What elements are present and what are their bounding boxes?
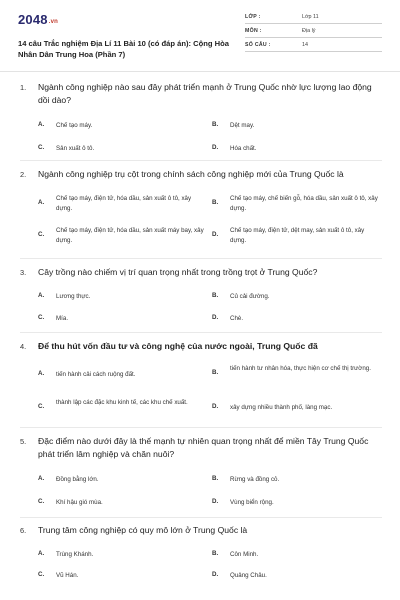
option-text: Đồng bằng lớn. xyxy=(56,476,99,483)
document-title: 14 câu Trắc nghiệm Địa Lí 11 Bài 10 (có đáp án): Cộng Hòa Nhân Dân Trung Hoa (Phần 7) xyxy=(18,39,229,59)
option-text: Sản xuất ô tô. xyxy=(56,145,95,152)
question-text: Trung tâm công nghiệp có quy mô lớn ở Trung Quốc là xyxy=(38,525,248,535)
meta-table xyxy=(245,10,382,52)
question-divider xyxy=(20,160,382,161)
option-text: Chế tạo máy, điện tử, dệt may, sản xuất ô tô, xây dựng. xyxy=(230,227,365,244)
question-text: Ngành công nghiệp trụ cột trong chính sách công nghiệp mới của Trung Quốc là xyxy=(38,169,344,179)
option-c[interactable] xyxy=(38,226,210,246)
option-text: thành lập các đặc khu kinh tế, các khu chế xuất. xyxy=(56,399,188,406)
option-text: Rừng và đồng cỏ. xyxy=(230,476,280,483)
option-text: Côn Minh. xyxy=(230,551,259,558)
option-text: Củ cải đường. xyxy=(230,293,270,300)
site-logo[interactable] xyxy=(18,12,58,27)
option-text: xây dựng nhiều thành phố, làng mạc. xyxy=(230,404,333,411)
option-letter: B. xyxy=(212,199,219,206)
question-number: 1. xyxy=(20,83,27,92)
option-letter: B. xyxy=(212,475,219,482)
option-text: Vũ Hán. xyxy=(56,572,79,579)
meta-row-class xyxy=(245,10,382,24)
option-text: Trùng Khánh. xyxy=(56,551,94,558)
question-text: Cây trồng nào chiếm vị trí quan trọng nhất trong trồng trọt ở Trung Quốc? xyxy=(38,267,318,277)
option-letter: C. xyxy=(38,498,45,505)
option-letter: C. xyxy=(38,403,45,410)
meta-row-count xyxy=(245,38,382,52)
question-number: 5. xyxy=(20,437,27,446)
question-divider xyxy=(20,332,382,333)
question-divider xyxy=(20,427,382,428)
meta-row-subject xyxy=(245,24,382,38)
option-letter: D. xyxy=(212,231,219,238)
question-divider xyxy=(20,258,382,259)
option-letter: A. xyxy=(38,475,45,482)
question-2 xyxy=(20,168,382,260)
page-header xyxy=(18,10,382,66)
option-d[interactable] xyxy=(212,226,384,246)
question-divider xyxy=(20,517,382,518)
option-text: Chế tạo máy. xyxy=(56,122,93,129)
question-4 xyxy=(20,340,382,428)
option-letter: C. xyxy=(38,571,45,578)
option-b[interactable] xyxy=(212,364,384,384)
option-letter: B. xyxy=(212,550,219,557)
question-3 xyxy=(20,266,382,332)
meta-label: LỚP : xyxy=(245,14,261,20)
option-text: Chế tạo máy, chế biến gỗ, hóa dầu, sản xuất ô tô, xây dựng. xyxy=(230,195,378,212)
question-number: 3. xyxy=(20,268,27,277)
option-letter: D. xyxy=(212,144,219,151)
option-letter: A. xyxy=(38,292,45,299)
option-letter: C. xyxy=(38,144,45,151)
option-text: tiến hành tư nhân hóa, thực hiện cơ chế thị trường. xyxy=(230,365,371,372)
logo-text: 2048 xyxy=(18,12,48,27)
question-text: Ngành công nghiệp nào sau đây phát triển mạnh ở Trung Quốc nhờ lực lượng lao động dồi dào? xyxy=(38,82,372,105)
option-letter: D. xyxy=(212,403,219,410)
question-number: 2. xyxy=(20,170,27,179)
option-letter: C. xyxy=(38,231,45,238)
option-letter: D. xyxy=(212,314,219,321)
option-text: Hóa chất. xyxy=(230,145,257,152)
meta-label: SỐ CÂU : xyxy=(245,42,271,48)
logo-suffix: .vn xyxy=(48,19,59,25)
header-divider xyxy=(0,71,400,72)
option-text: tiến hành cải cách ruộng đất. xyxy=(56,371,136,378)
option-text: Dệt may. xyxy=(230,122,255,129)
option-letter: D. xyxy=(212,571,219,578)
option-a[interactable] xyxy=(38,194,210,214)
meta-value: Lớp 11 xyxy=(302,14,319,20)
option-text: Quảng Châu. xyxy=(230,572,267,579)
option-text: Lương thực. xyxy=(56,293,91,300)
option-text: Khí hậu gió mùa. xyxy=(56,499,103,506)
question-text: Để thu hút vốn đầu tư và công nghệ của nước ngoài, Trung Quốc đã xyxy=(38,341,318,351)
option-letter: D. xyxy=(212,498,219,505)
option-letter: B. xyxy=(212,292,219,299)
option-letter: A. xyxy=(38,550,45,557)
option-text: Mía. xyxy=(56,315,69,322)
option-letter: A. xyxy=(38,199,45,206)
question-5 xyxy=(20,435,382,517)
meta-value: 14 xyxy=(302,42,308,48)
meta-label: MÔN : xyxy=(245,28,262,34)
option-letter: A. xyxy=(38,121,45,128)
question-text: Đặc điểm nào dưới đây là thế mạnh tự nhiên quan trọng nhất để miền Tây Trung Quốc phát triển lâm nghiệp và chăn nuôi? xyxy=(38,436,369,459)
question-6 xyxy=(20,524,382,590)
question-number: 4. xyxy=(20,342,27,351)
option-letter: C. xyxy=(38,314,45,321)
option-letter: B. xyxy=(212,121,219,128)
option-letter: A. xyxy=(38,370,45,377)
option-text: Chè. xyxy=(230,315,244,322)
option-text: Vùng biển rộng. xyxy=(230,499,274,506)
option-c[interactable] xyxy=(38,398,210,418)
option-text: Chế tạo máy, điện tử, hóa dầu, sản xuất ô tô, xây dựng. xyxy=(56,195,192,212)
option-b[interactable] xyxy=(212,194,384,214)
question-1 xyxy=(20,81,382,161)
option-letter: B. xyxy=(212,369,219,376)
question-number: 6. xyxy=(20,526,27,535)
option-text: Chế tạo máy, điện tử, hóa dầu, sản xuất máy bay, xây dựng. xyxy=(56,227,204,244)
meta-value: Địa lý xyxy=(302,28,316,34)
